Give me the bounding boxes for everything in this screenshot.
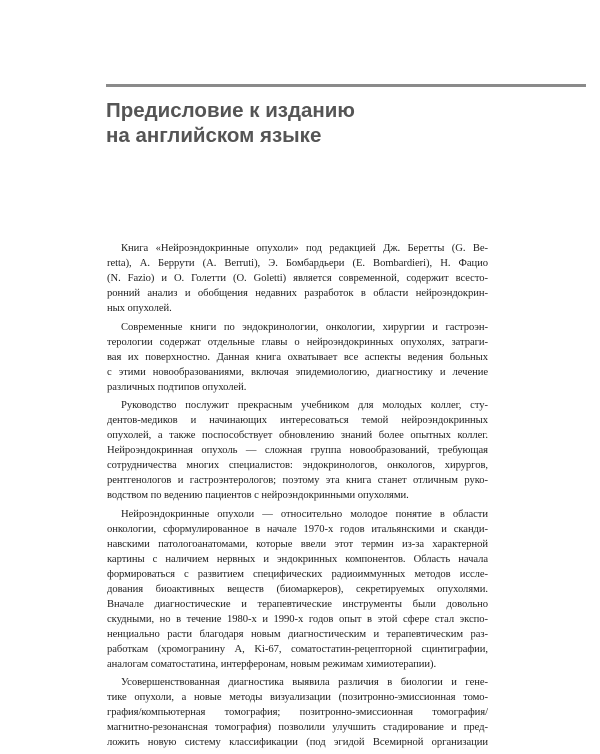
text-line: Книга «Нейроэндокринные опухоли» под редакцией Дж. Беретты (G. Be- <box>121 243 488 254</box>
text-line: онкологии, сформулированное в начале 1970-х годов итальянскими и сканди- <box>107 523 488 535</box>
text-line: с этими новообразованиями, включая эпидемиологию, диагностику и лечение <box>107 366 488 378</box>
text-line: ненциально расти благодаря новым диагностическим и терапевтическим раз- <box>107 628 488 640</box>
body-text <box>107 241 488 754</box>
text-line: графия/компьютерная томография; позитронно-эмиссионная томография/ <box>107 707 488 718</box>
text-line: ронний анализ и обобщения недавних разработок в области нейроэндокрин- <box>107 288 488 299</box>
text-line: магнитно-резонансная томография) позволили улучшить стадирование и пред- <box>107 722 488 733</box>
text-line: формироваться с развитием специфических радиоиммунных методов иссле- <box>107 568 488 580</box>
paragraph <box>107 320 488 395</box>
text-line: Вначале диагностические и терапевтические инструменты были довольно <box>107 598 488 610</box>
top-rule <box>106 84 586 87</box>
text-line: retta), А. Беррути (A. Berruti), Э. Бомбардьери (E. Bombardieri), Н. Фацио <box>107 258 488 269</box>
text-line: ложить новую систему классификации (под эгидой Всемирной организации <box>107 737 488 748</box>
text-line: дования биоактивных веществ (биомаркеров), секретируемых опухолями. <box>107 583 488 595</box>
text-line: терологии содержат отдельные главы о нейроэндокринных опухолях, затраги- <box>107 336 488 348</box>
page-title-line: Предисловие к изданию <box>106 99 355 122</box>
text-line: аналогам соматостатина, интерферонам, новым режимам химиотерапии). <box>107 658 437 670</box>
text-line: вая их поверхностно. Данная книга охватывает все аспекты ведения больных <box>107 351 488 363</box>
paragraph <box>107 241 488 316</box>
text-line: навскими патологоанатомами, которые ввели этот термин из-за характерной <box>107 538 488 550</box>
page-title <box>106 98 576 148</box>
text-line: дентов-медиков и начинающих интересоваться темой нейроэндокринных <box>107 415 488 426</box>
text-line: рентгенологов и гастроэнтерологов; поэтому эта книга станет отличным руко- <box>107 475 488 486</box>
text-line: Руководство послужит прекрасным учебником для молодых коллег, сту- <box>121 400 488 411</box>
text-line: (N. Fazio) и О. Голетти (O. Goletti) является современной, содержит всесто- <box>107 273 488 284</box>
text-line: опухолей, а также поспособствует обновлению знаний более опытных коллег. <box>107 430 488 441</box>
paragraph <box>107 507 488 672</box>
text-line: Нейроэндокринная опухоль — сложная группа новообразований, требующая <box>107 445 488 456</box>
text-line: водством по ведению пациентов с нейроэндокринными опухолями. <box>107 490 409 501</box>
text-line: тике опухоли, а новые методы визуализации (позитронно-эмиссионная томо- <box>107 692 488 703</box>
page-title-line: на английском языке <box>106 124 322 147</box>
text-line: Усовершенствованная диагностика выявила различия в биологии и гене- <box>121 677 488 688</box>
paragraph <box>107 398 488 503</box>
text-line: Нейроэндокринные опухоли — относительно молодое понятие в области <box>121 508 488 520</box>
text-line: Современные книги по эндокринологии, онкологии, хирургии и гастроэн- <box>121 321 488 333</box>
text-line: скудными, но в течение 1980-х и 1990-х годов опыт в этой сфере стал экспо- <box>107 613 488 625</box>
text-line: картины с наличием нервных и эндокринных компонентов. Область начала <box>107 553 488 565</box>
text-line: сотрудничества многих специалистов: эндокринологов, онкологов, хирургов, <box>107 460 488 471</box>
text-line: ных опухолей. <box>107 303 172 314</box>
text-line: различных подтипов опухолей. <box>107 381 247 393</box>
paragraph <box>107 675 488 750</box>
text-line: работкам (хромогранину А, Ki-67, соматостатин-рецепторной сцинтиграфии, <box>107 643 488 655</box>
